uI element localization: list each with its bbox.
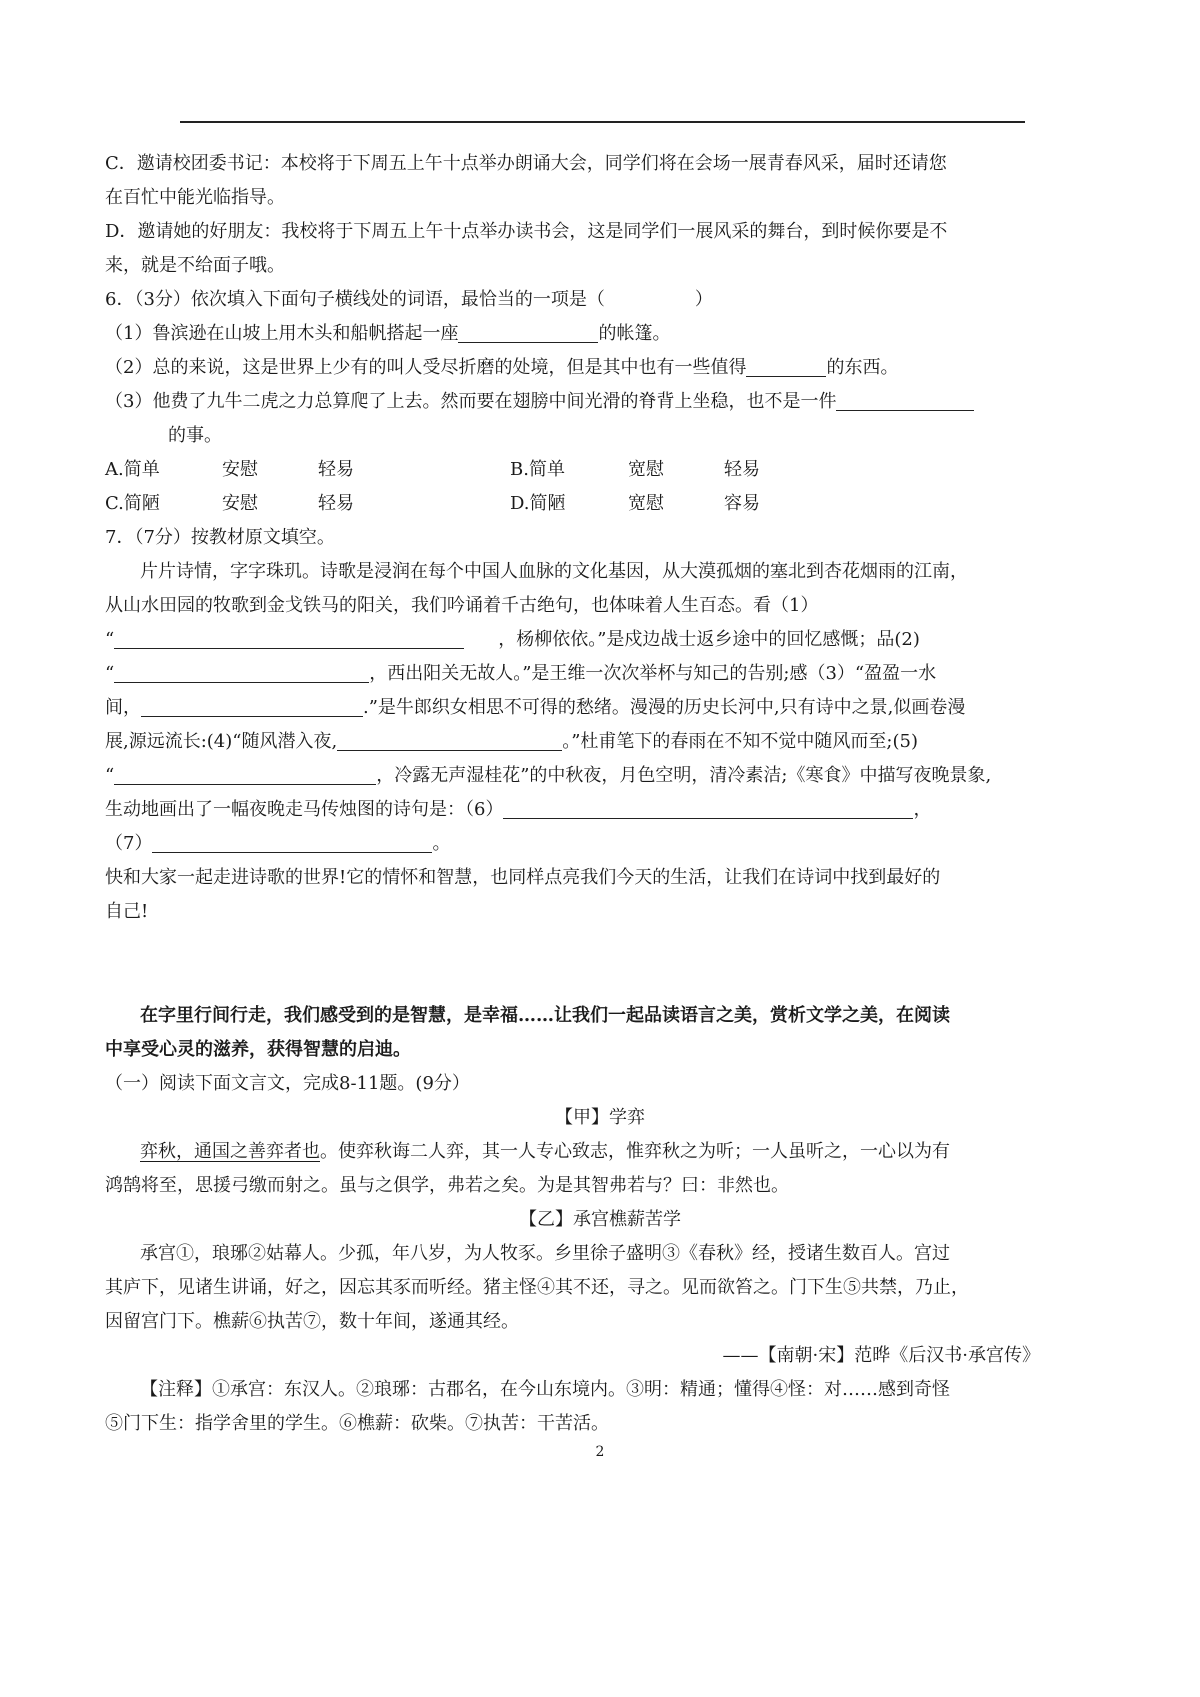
q7-line-2: 从山水田园的牧歌到金戈铁马的阳关，我们吟诵着千古绝句，也体味着人生百态。看（1） [105,595,819,616]
q7-line-9 [105,832,450,856]
jia-line-2: 鸿鹄将至，思援弓缴而射之。虽与之俱学，弗若之矣。为是其智弗若与？曰：非然也。 [105,1175,789,1196]
section-intro-line-2: 中享受心灵的滋养，获得智慧的启迪。 [105,1039,411,1060]
q7-l9-period: 。 [432,833,451,854]
q6-s2-end: 的东西。 [826,357,899,378]
q7-blank-7 [152,832,432,853]
jia-line-1 [140,1140,950,1164]
q7-l3-text: ，杨柳依依。”是戍边战士返乡途中的回忆感慨；品(2) [498,629,920,650]
q7-l7-quote: “ [105,765,115,786]
q7-l6-text-b: 。”杜甫笔下的春雨在不知不觉中随风而至;(5) [562,731,918,752]
q6-sentence-3-end: 的事。 [168,425,222,446]
q7-l5-text-b: .”是牛郎织女相思不可得的愁绪。漫漫的历史长河中,只有诗中之景,似画卷漫 [363,697,966,718]
yi-line-2: 其庐下，见诸生讲诵，好之，因忘其豕而听经。猪主怪④其不还，寻之。见而欲笞之。门下生⑤共禁，乃止， [105,1277,969,1298]
q6-option-a: A.简单 [105,459,160,480]
q6-s1-blank [458,322,598,343]
q6-option-a-word3: 轻易 [318,459,354,480]
q5-option-c-line2: 在百忙中能光临指导。 [105,187,285,208]
part1-heading: （一）阅读下面文言文，完成8-11题。(9分） [105,1073,470,1094]
q6-sentence-3 [105,390,974,414]
q7-blank-5 [114,764,376,785]
header-rule [180,121,1025,123]
q7-l8-text: 生动地画出了一幅夜晚走马传烛图的诗句是：（6） [105,799,504,820]
q7-line-1: 片片诗情，字字珠玑。诗歌是浸润在每个中国人血脉的文化基因，从大漠孤烟的塞北到杏花烟雨的江南， [140,561,968,582]
q6-option-a-word2: 安慰 [222,459,258,480]
q7-line-3 [105,628,920,652]
q7-l4-text: ，西出阳关无故人。”是王维一次次举杯与知己的告别;感（3）“盈盈一水 [369,663,937,684]
yi-source: ——【南朝·宋】范晔《后汉书·承宫传》 [722,1345,1040,1366]
q7-line-11: 自己! [105,901,149,922]
page-number: 2 [595,1444,605,1460]
q6-option-d-word2: 宽慰 [628,493,664,514]
q7-stem: 7．（7分）按教材原文填空。 [105,527,335,548]
q5-option-c-line1: C．邀请校团委书记：本校将于下周五上午十点举办朗诵大会，同学们将在会场一展青春风采，届时还请您 [105,153,947,174]
q7-blank-3 [141,696,363,717]
q7-blank-2 [114,662,369,683]
jia-line-1-rest: 。使弈秋诲二人弈，其一人专心致志，惟弈秋之为听；一人虽听之，一心以为有 [320,1141,950,1162]
jia-underlined-sentence: 弈秋，通国之善弈者也 [140,1141,320,1162]
q7-l7-text: ，冷露无声湿桂花”的中秋夜，月色空明，清冷素洁;《寒食》中描写夜晚景象, [376,765,992,786]
q6-stem-close: ） [694,289,713,310]
q6-option-b: B.简单 [510,459,565,480]
q6-sentence-2 [105,356,898,380]
yi-title: 【乙】承宫樵薪苦学 [519,1209,681,1230]
q7-line-10: 快和大家一起走进诗歌的世界!它的情怀和智慧，也同样点亮我们今天的生活，让我们在诗词中找到最好的 [105,867,941,888]
q7-l4-quote: “ [105,663,115,684]
q7-line-8 [105,798,931,822]
q6-sentence-1 [105,322,670,346]
q6-stem [105,288,713,312]
q6-s1-end: 的帐篷。 [598,323,671,344]
jia-title: 【甲】学弈 [555,1107,645,1128]
q7-line-7 [105,764,991,788]
q7-line-5 [105,696,965,720]
yi-line-1: 承宫①，琅琊②姑幕人。少孤，年八岁，为人牧豕。乡里徐子盛明③《春秋》经，授诸生数百人。宫过 [140,1243,950,1264]
q7-blank-4 [337,730,562,751]
q6-option-b-word3: 轻易 [724,459,760,480]
q6-option-b-word2: 宽慰 [628,459,664,480]
q6-s2-text: （2）总的来说，这是世界上少有的叫人受尽折磨的处境，但是其中也有一些值得 [105,357,747,378]
q7-l8-comma: ， [913,799,932,820]
q7-blank-1 [114,628,464,649]
q7-l3-quote: “ [105,629,115,650]
q6-s2-blank [746,356,826,377]
q7-l5-text-a: 间， [105,697,141,718]
q7-l9-label: （7） [105,833,153,854]
section-intro-line-1: 在字里行间行走，我们感受到的是智慧，是幸福……让我们一起品读语言之美，赏析文学之美，在阅读 [140,1005,950,1026]
q6-option-d: D.简陋 [510,493,566,514]
yi-notes-line-2: ⑤门下生：指学舍里的学生。⑥樵薪：砍柴。⑦执苦：干苦活。 [105,1413,609,1434]
q6-option-d-word3: 容易 [724,493,760,514]
q7-line-6 [105,730,918,754]
q6-stem-text: 6．（3分）依次填入下面句子横线处的词语，最恰当的一项是（ [105,289,605,310]
q6-option-c-word3: 轻易 [318,493,354,514]
q7-blank-6 [503,798,913,819]
yi-notes-line-1: 【注释】①承宫：东汉人。②琅琊：古郡名，在今山东境内。③明：精通；懂得④怪：对……感到奇怪 [140,1379,950,1400]
q5-option-d-line1: D．邀请她的好朋友：我校将于下周五上午十点举办读书会，这是同学们一展风采的舞台，到时候你要是不 [105,221,948,242]
q6-s3-blank [836,390,974,411]
q7-line-4 [105,662,936,686]
q7-l6-text-a: 展,源远流长:(4)“随风潜入夜, [105,731,338,752]
q5-option-d-line2: 来，就是不给面子哦。 [105,255,285,276]
yi-line-3: 因留宫门下。樵薪⑥执苦⑦，数十年间，遂通其经。 [105,1311,519,1332]
q6-option-c-word2: 安慰 [222,493,258,514]
q6-s1-text: （1）鲁滨逊在山坡上用木头和船帆搭起一座 [105,323,459,344]
q6-option-c: C.简陋 [105,493,160,514]
q6-s3-text: （3）他费了九牛二虎之力总算爬了上去。然而要在翅膀中间光滑的脊背上坐稳，也不是一件 [105,391,837,412]
